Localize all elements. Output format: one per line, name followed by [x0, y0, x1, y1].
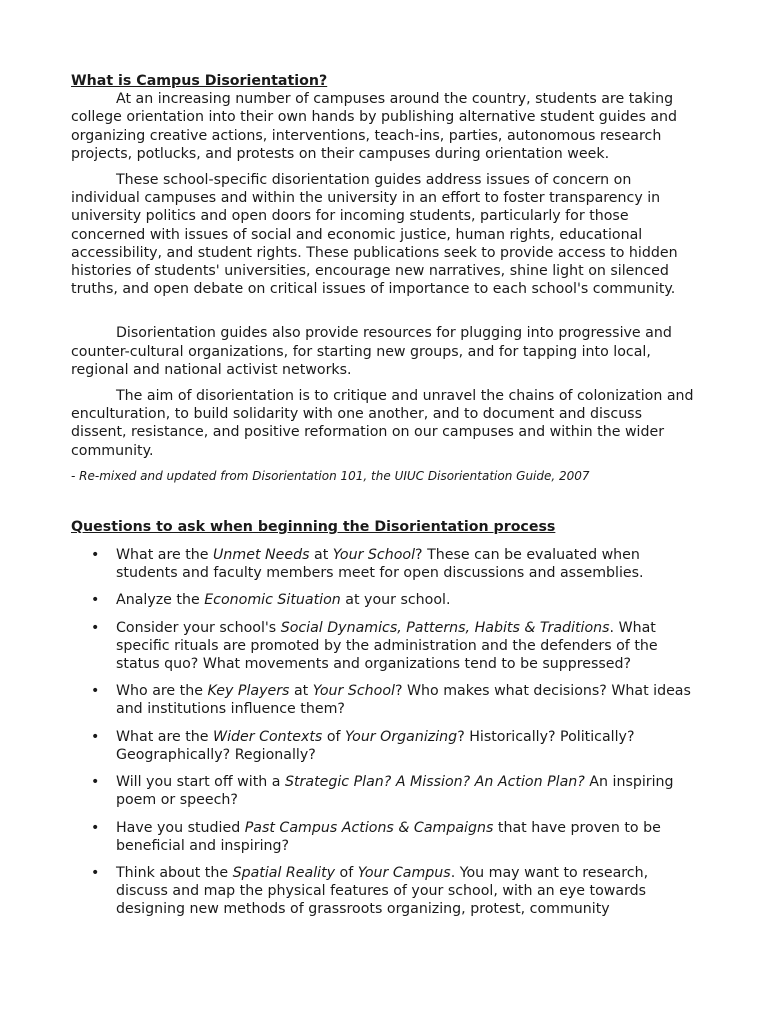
bullet-icon: • — [91, 619, 100, 636]
bullet-icon: • — [91, 864, 100, 881]
bullet-icon: • — [91, 592, 100, 609]
list-item: • Think about the Spatial Reality of Your Campus. You may want to research, discuss and map the physical features of your school, with an eye towards designing new methods of grassroots organizing, protest, community — [91, 864, 649, 918]
list-item: • Consider your school's Social Dynamics, Patterns, Habits & Traditions. What specific rituals are promoted by the administration and the defenders of the status quo? What movements and organizations tend to be suppressed? — [91, 619, 658, 673]
bullet-icon: • — [91, 547, 100, 564]
paragraph-guides: These school-specific disorientation guides address issues of concern on individual campuses and within the university in an effort to foster transparency in university politics and open doors for incoming students, particularly for those concerned with issues of social and economic justice, human rights, educational accessibility, and student rights. These publications seek to provide access to hidden histories of students' universities, encourage new narratives, shine light on silenced truths, and open debate on critical issues of importance to each school's community. — [71, 172, 678, 298]
list-item: • Will you start off with a Strategic Plan? A Mission? An Action Plan? An inspiring poem or speech? — [91, 774, 674, 809]
bullet-icon: • — [91, 774, 100, 791]
paragraph-intro: At an increasing number of campuses around the country, students are taking college orientation into their own hands by publishing alternative student guides and organizing creative actions, interventions, teach-ins, parties, autonomous research projects, potlucks, and protests on their campuses during orientation week. — [71, 91, 678, 162]
section-heading-campus-disorientation: What is Campus Disorientation? — [71, 73, 328, 89]
section-heading-questions: Questions to ask when beginning the Disorientation process — [71, 518, 556, 535]
document-page — [71, 72, 701, 928]
bullet-icon: • — [91, 728, 100, 745]
list-item: • Who are the Key Players at Your School? Who makes what decisions? What ideas and institutions influence them? — [91, 683, 691, 718]
source-attribution: - Re-mixed and updated from Disorientation 101, the UIUC Disorientation Guide, 2007 — [71, 468, 590, 483]
list-item: • What are the Wider Contexts of Your Organizing? Historically? Politically? Geographically? Regionally? — [91, 728, 635, 763]
paragraph-aim: The aim of disorientation is to critique and unravel the chains of colonization and enculturation, to build solidarity with one another, and to document and discuss dissent, resistance, and positive reformation on our campuses and within the wider community. — [71, 388, 694, 459]
list-item: • Have you studied Past Campus Actions & Campaigns that have proven to be beneficial and inspiring? — [91, 819, 661, 854]
questions-list — [71, 546, 701, 918]
list-item: • What are the Unmet Needs at Your School? These can be evaluated when students and faculty members meet for open discussions and assemblies. — [91, 547, 644, 582]
paragraph-resources: Disorientation guides also provide resources for plugging into progressive and counter-cultural organizations, for starting new groups, and for tapping into local, regional and national activist networks. — [71, 325, 672, 378]
bullet-icon: • — [91, 683, 100, 700]
list-item: • Analyze the Economic Situation at your school. — [91, 592, 451, 609]
bullet-icon: • — [91, 819, 100, 836]
